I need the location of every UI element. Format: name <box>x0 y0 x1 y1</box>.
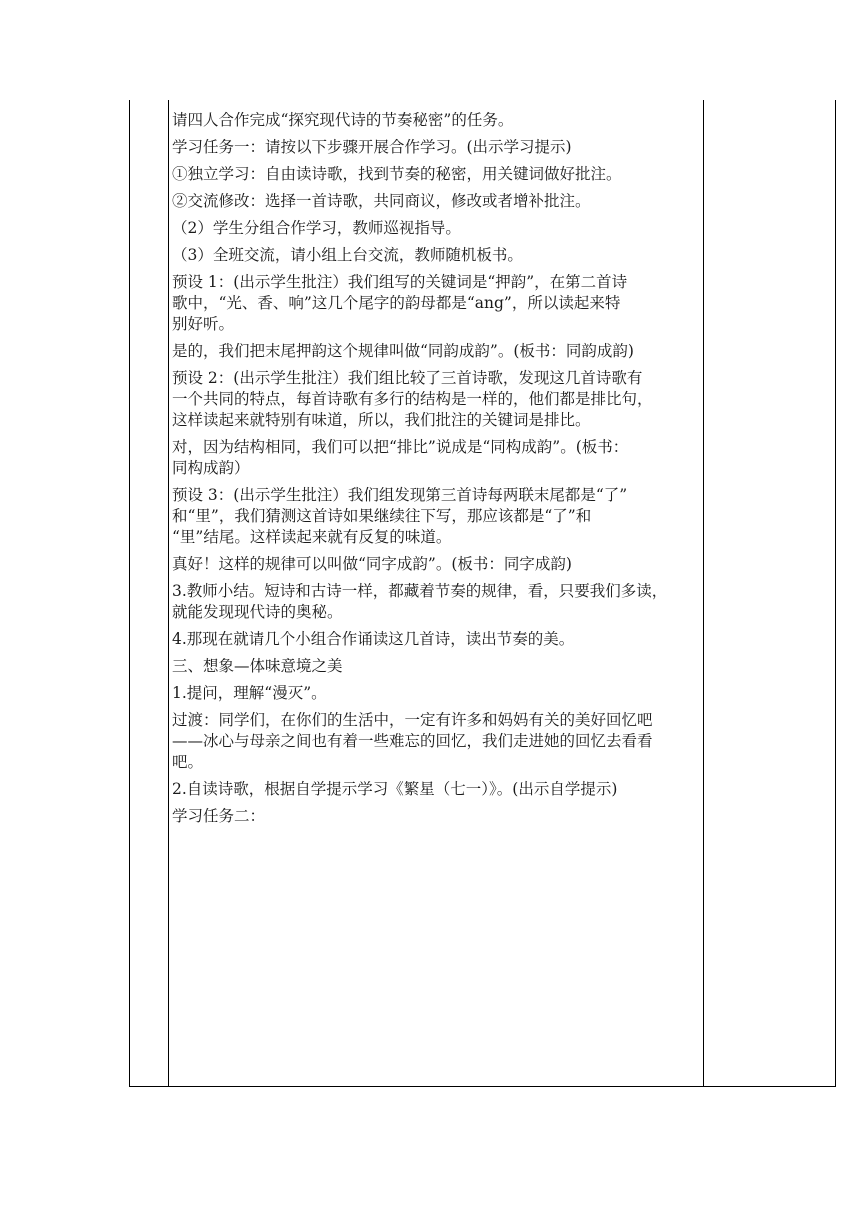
paragraph-line: 预设 3：(出示学生批注）我们组发现第三首诗每两联末尾都是“了” <box>172 486 628 504</box>
paragraph-line: 真好！这样的规律可以叫做“同字成韵”。(板书：同字成韵) <box>172 555 572 573</box>
paragraph-line: 4.那现在就请几个小组合作诵读这几首诗，读出节奏的美。 <box>172 630 575 648</box>
paragraph-line: 就能发现现代诗的奥秘。 <box>172 603 343 621</box>
lesson-paragraph <box>172 110 702 131</box>
paragraph-line: 和“里”，我们猜测这首诗如果继续往下写，那应该都是“了”和 <box>172 507 592 525</box>
paragraph-line: 3.教师小结。短诗和古诗一样，都藏着节奏的规律，看，只要我们多读， <box>172 582 668 600</box>
paragraph-line: （2）学生分组合作学习，教师巡视指导。 <box>172 219 461 237</box>
lesson-paragraph <box>172 218 702 239</box>
paragraph-line: 2.自读诗歌，根据自学提示学习《繁星（七一）》。(出示自学提示) <box>172 780 618 798</box>
paragraph-line: “里”结尾。这样读起来就有反复的味道。 <box>172 528 452 546</box>
lesson-content-cell <box>172 110 702 833</box>
lesson-paragraph <box>172 683 702 704</box>
table-column-divider-2 <box>703 100 704 1087</box>
lesson-paragraph <box>172 656 702 677</box>
lesson-paragraph <box>172 191 702 212</box>
paragraph-line: 预设 1：(出示学生批注）我们组写的关键词是“押韵”，在第二首诗 <box>172 273 628 291</box>
lesson-paragraph <box>172 137 702 158</box>
paragraph-line: 三、想象—体味意境之美 <box>172 657 343 675</box>
lesson-paragraph <box>172 779 702 800</box>
lesson-paragraph <box>172 581 702 623</box>
table-border-right <box>835 100 836 1087</box>
paragraph-line: 1.提问，理解“漫灭”。 <box>172 684 327 702</box>
paragraph-line: 过渡：同学们，在你们的生活中，一定有许多和妈妈有关的美好回忆吧 <box>172 711 653 729</box>
table-border-left <box>129 100 130 1087</box>
paragraph-line: （3）全班交流，请小组上台交流，教师随机板书。 <box>172 246 523 264</box>
paragraph-line: 请四人合作完成“探究现代诗的节奏秘密”的任务。 <box>172 111 514 129</box>
paragraph-line: ②交流修改：选择一首诗歌，共同商议，修改或者增补批注。 <box>172 192 591 210</box>
paragraph-line: 歌中，“光、香、响”这几个尾字的韵母都是“ang”，所以读起来特 <box>172 294 621 312</box>
lesson-paragraph <box>172 437 702 479</box>
paragraph-line: 别好听。 <box>172 315 235 333</box>
lesson-paragraph <box>172 164 702 185</box>
paragraph-line: 学习任务二： <box>172 807 266 825</box>
paragraph-line: ——冰心与母亲之间也有着一些难忘的回忆，我们走进她的回忆去看看 <box>172 732 653 750</box>
paragraph-line: ①独立学习：自由读诗歌，找到节奏的秘密，用关键词做好批注。 <box>172 165 622 183</box>
lesson-paragraph <box>172 806 702 827</box>
table-column-divider-1 <box>168 100 169 1087</box>
lesson-paragraph <box>172 629 702 650</box>
paragraph-line: 同构成韵） <box>172 459 250 477</box>
paragraph-line: 这样读起来就特别有味道，所以，我们批注的关键词是排比。 <box>172 411 591 429</box>
paragraph-line: 对，因为结构相同，我们可以把“排比”说成是“同构成韵”。(板书： <box>172 438 629 456</box>
paragraph-line: 学习任务一：请按以下步骤开展合作学习。(出示学习提示) <box>172 138 572 156</box>
paragraph-line: 一个共同的特点，每首诗歌有多行的结构是一样的，他们都是排比句， <box>172 390 653 408</box>
lesson-paragraph <box>172 272 702 335</box>
lesson-paragraph <box>172 368 702 431</box>
lesson-paragraph <box>172 341 702 362</box>
paragraph-line: 是的，我们把末尾押韵这个规律叫做“同韵成韵”。(板书：同韵成韵) <box>172 342 634 360</box>
paragraph-line: 吧。 <box>172 753 204 771</box>
table-border-bottom <box>129 1086 836 1087</box>
lesson-paragraph <box>172 485 702 548</box>
lesson-paragraph <box>172 245 702 266</box>
paragraph-line: 预设 2：(出示学生批注）我们组比较了三首诗歌，发现这几首诗歌有 <box>172 369 643 387</box>
lesson-paragraph <box>172 554 702 575</box>
lesson-paragraph <box>172 710 702 773</box>
